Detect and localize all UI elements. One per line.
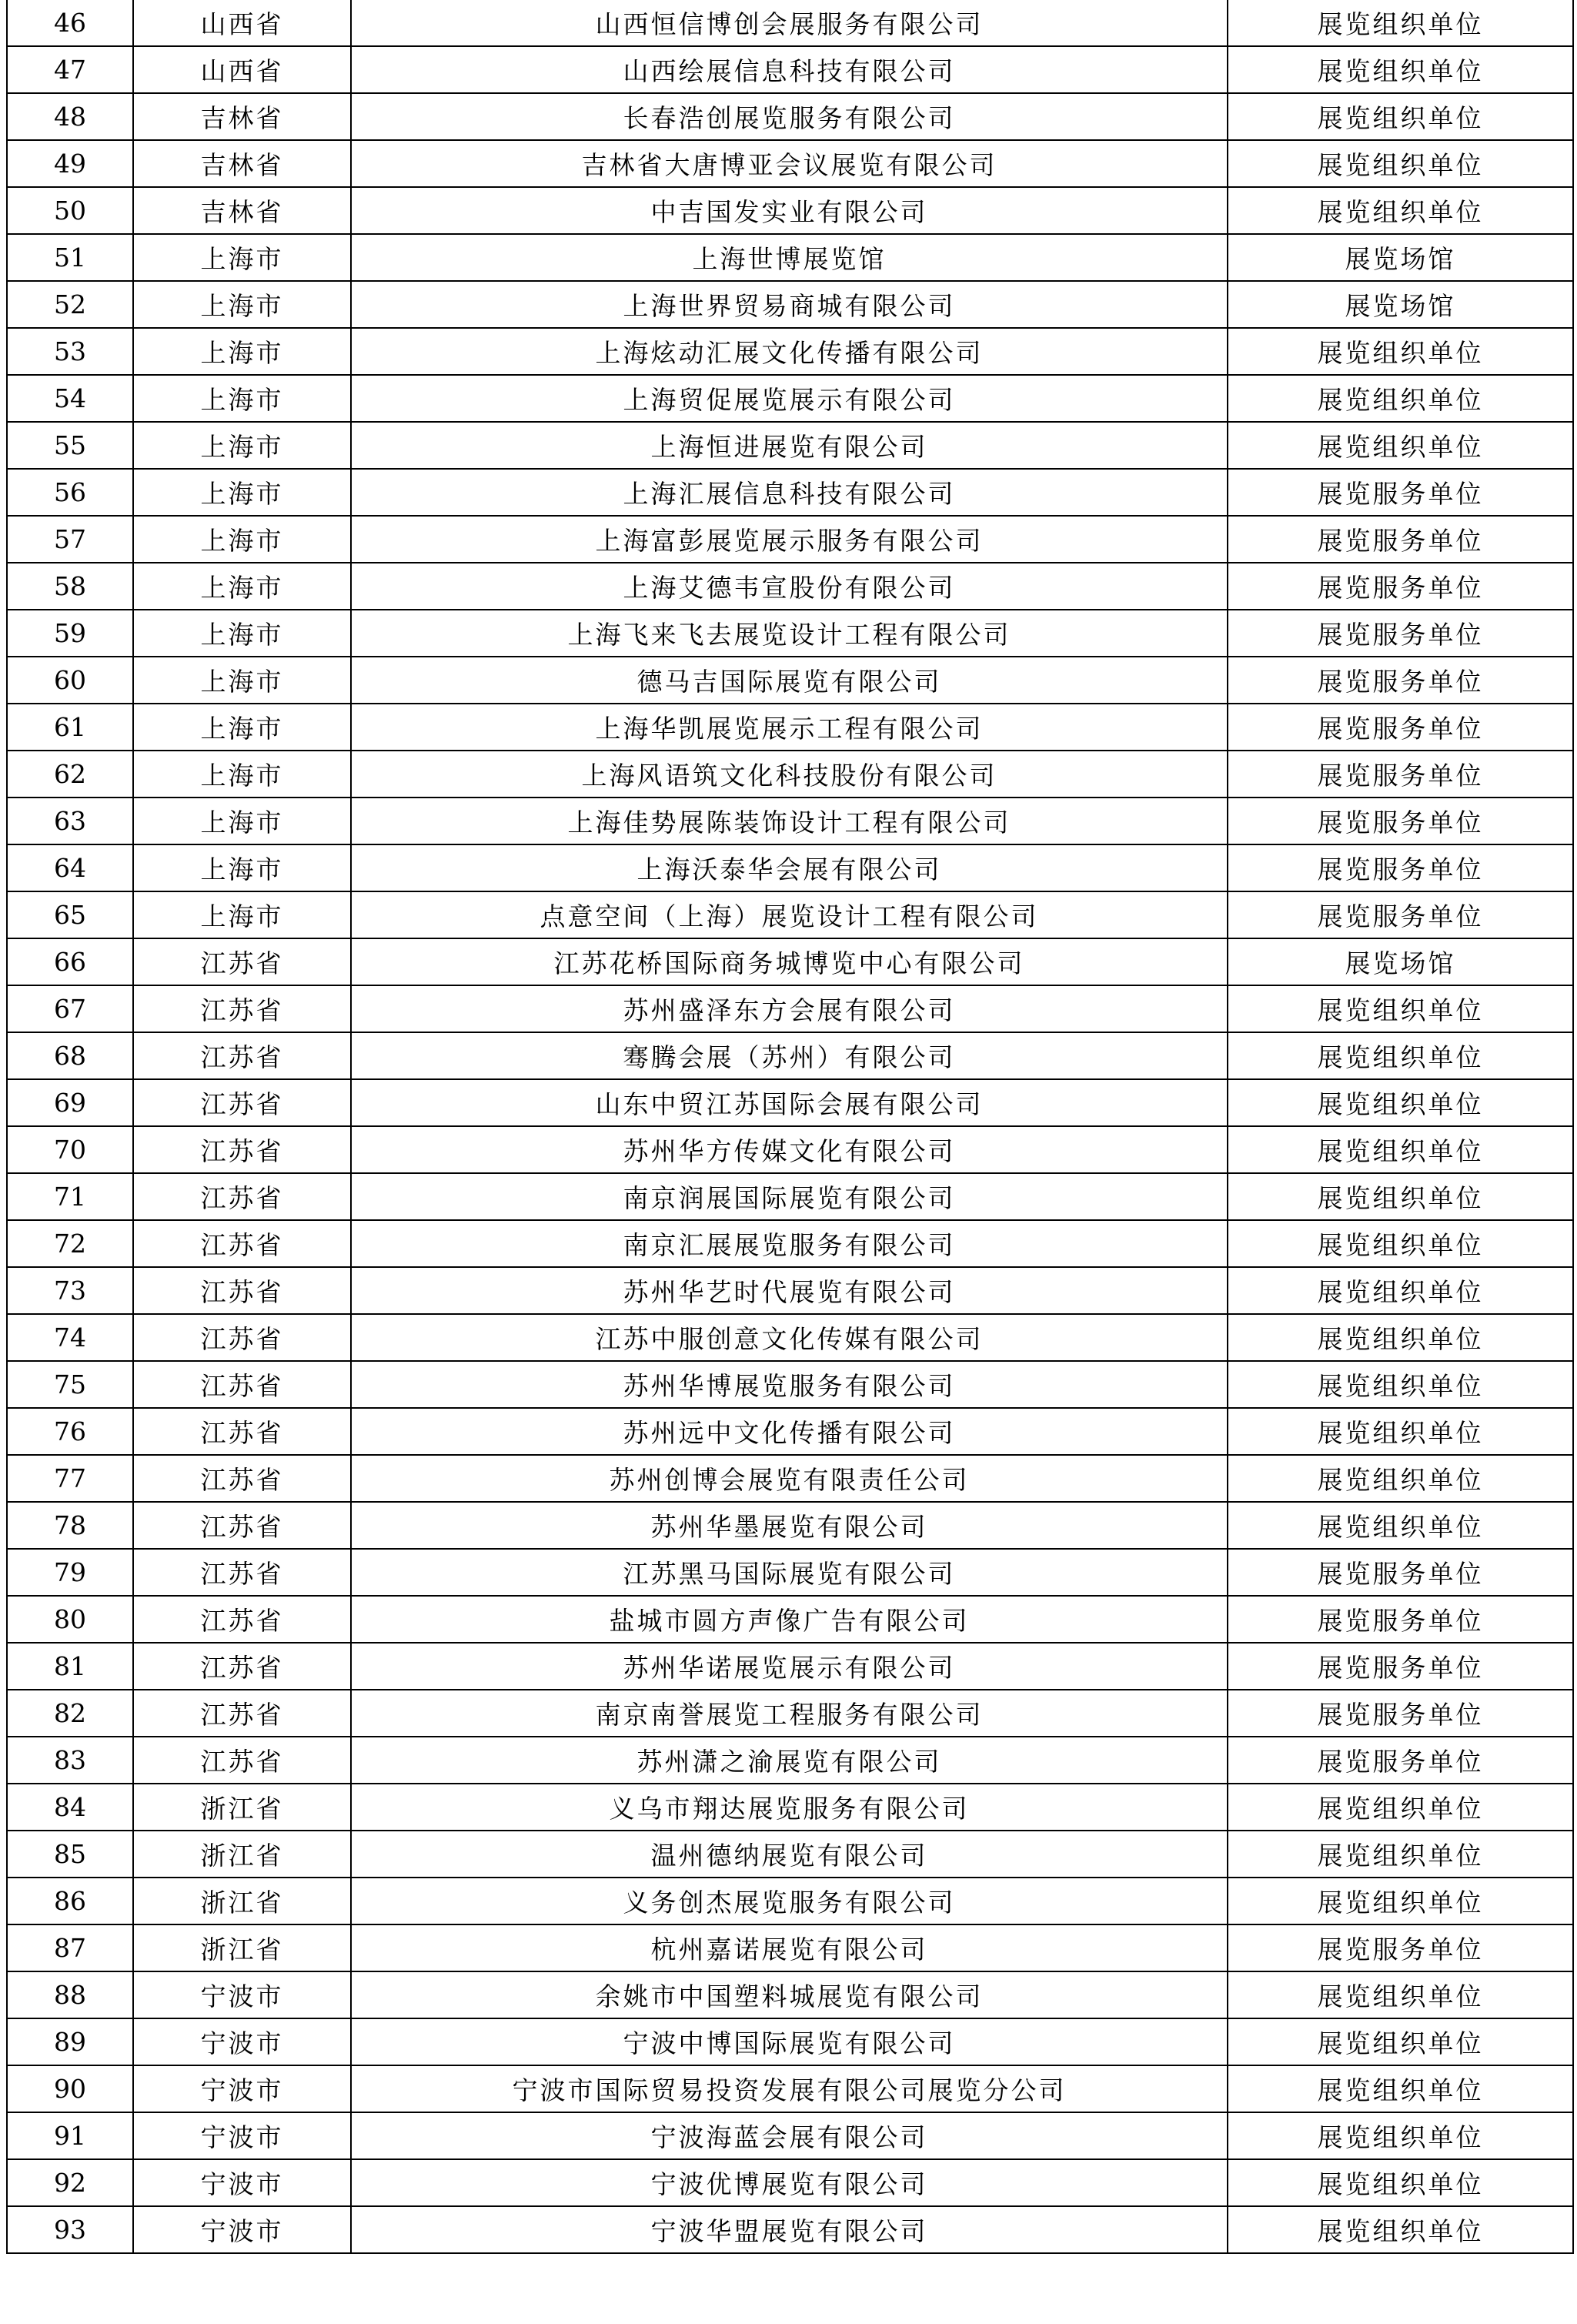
region-cell: 江苏省: [133, 1126, 351, 1173]
table-row: [7, 1549, 1573, 1596]
row-number-cell: 69: [7, 1079, 133, 1126]
unit-type-cell: 展览组织单位: [1228, 2112, 1573, 2159]
row-number-cell: 48: [7, 93, 133, 140]
unit-type-cell: 展览场馆: [1228, 938, 1573, 985]
table-row: [7, 2018, 1573, 2065]
region-cell: 江苏省: [133, 1032, 351, 1079]
region-cell: 江苏省: [133, 1408, 351, 1455]
region-cell: 江苏省: [133, 1643, 351, 1690]
unit-type-cell: 展览组织单位: [1228, 1361, 1573, 1408]
company-name-cell: 江苏黑马国际展览有限公司: [351, 1549, 1228, 1596]
row-number-cell: 82: [7, 1690, 133, 1737]
unit-type-cell: 展览服务单位: [1228, 1596, 1573, 1643]
row-number-cell: 49: [7, 140, 133, 187]
table-row: [7, 2159, 1573, 2206]
table-row: [7, 1971, 1573, 2018]
company-name-cell: 上海飞来飞去展览设计工程有限公司: [351, 610, 1228, 657]
row-number-cell: 54: [7, 375, 133, 422]
company-name-cell: 江苏中服创意文化传媒有限公司: [351, 1314, 1228, 1361]
row-number-cell: 63: [7, 798, 133, 844]
table-row: [7, 1314, 1573, 1361]
unit-type-cell: 展览组织单位: [1228, 1220, 1573, 1267]
row-number-cell: 62: [7, 751, 133, 798]
row-number-cell: 88: [7, 1971, 133, 2018]
company-name-cell: 宁波海蓝会展有限公司: [351, 2112, 1228, 2159]
row-number-cell: 86: [7, 1878, 133, 1924]
table-row: [7, 422, 1573, 469]
unit-type-cell: 展览服务单位: [1228, 844, 1573, 891]
unit-type-cell: 展览组织单位: [1228, 1502, 1573, 1549]
company-name-cell: 吉林省大唐博亚会议展览有限公司: [351, 140, 1228, 187]
table-row: [7, 1173, 1573, 1220]
region-cell: 江苏省: [133, 1220, 351, 1267]
region-cell: 江苏省: [133, 1690, 351, 1737]
company-name-cell: 苏州华诺展览展示有限公司: [351, 1643, 1228, 1690]
table-row: [7, 844, 1573, 891]
company-name-cell: 温州德纳展览有限公司: [351, 1831, 1228, 1878]
company-name-cell: 苏州华博展览服务有限公司: [351, 1361, 1228, 1408]
unit-type-cell: 展览组织单位: [1228, 1079, 1573, 1126]
table-row: [7, 375, 1573, 422]
unit-type-cell: 展览服务单位: [1228, 891, 1573, 938]
unit-type-cell: 展览组织单位: [1228, 1267, 1573, 1314]
company-name-cell: 苏州远中文化传播有限公司: [351, 1408, 1228, 1455]
region-cell: 江苏省: [133, 1737, 351, 1784]
company-name-cell: 苏州创博会展览有限责任公司: [351, 1455, 1228, 1502]
table-row: [7, 93, 1573, 140]
table-row: [7, 1831, 1573, 1878]
region-cell: 江苏省: [133, 1314, 351, 1361]
row-number-cell: 66: [7, 938, 133, 985]
company-name-cell: 宁波中博国际展览有限公司: [351, 2018, 1228, 2065]
row-number-cell: 84: [7, 1784, 133, 1831]
row-number-cell: 76: [7, 1408, 133, 1455]
unit-type-cell: 展览组织单位: [1228, 422, 1573, 469]
table-row: [7, 1267, 1573, 1314]
region-cell: 宁波市: [133, 1971, 351, 2018]
table-row: [7, 1455, 1573, 1502]
row-number-cell: 90: [7, 2065, 133, 2112]
table-row: [7, 0, 1573, 46]
row-number-cell: 46: [7, 0, 133, 46]
unit-type-cell: 展览服务单位: [1228, 1643, 1573, 1690]
unit-type-cell: 展览场馆: [1228, 281, 1573, 328]
company-name-cell: 长春浩创展览服务有限公司: [351, 93, 1228, 140]
table-row: [7, 1878, 1573, 1924]
table-row: [7, 1737, 1573, 1784]
region-cell: 江苏省: [133, 1549, 351, 1596]
unit-type-cell: 展览服务单位: [1228, 1737, 1573, 1784]
region-cell: 上海市: [133, 891, 351, 938]
company-name-cell: 山东中贸江苏国际会展有限公司: [351, 1079, 1228, 1126]
unit-type-cell: 展览组织单位: [1228, 1032, 1573, 1079]
unit-type-cell: 展览服务单位: [1228, 1924, 1573, 1971]
unit-type-cell: 展览服务单位: [1228, 563, 1573, 610]
unit-type-cell: 展览组织单位: [1228, 1831, 1573, 1878]
region-cell: 江苏省: [133, 1267, 351, 1314]
region-cell: 上海市: [133, 657, 351, 704]
row-number-cell: 77: [7, 1455, 133, 1502]
company-name-cell: 苏州盛泽东方会展有限公司: [351, 985, 1228, 1032]
table-row: [7, 1220, 1573, 1267]
table-row: [7, 1361, 1573, 1408]
region-cell: 上海市: [133, 328, 351, 375]
unit-type-cell: 展览服务单位: [1228, 798, 1573, 844]
unit-type-cell: 展览服务单位: [1228, 469, 1573, 516]
region-cell: 上海市: [133, 469, 351, 516]
company-name-cell: 德马吉国际展览有限公司: [351, 657, 1228, 704]
region-cell: 江苏省: [133, 1596, 351, 1643]
table-row: [7, 1079, 1573, 1126]
unit-type-cell: 展览组织单位: [1228, 2206, 1573, 2253]
unit-type-cell: 展览组织单位: [1228, 2065, 1573, 2112]
region-cell: 宁波市: [133, 2206, 351, 2253]
region-cell: 江苏省: [133, 1361, 351, 1408]
unit-type-cell: 展览场馆: [1228, 234, 1573, 281]
region-cell: 上海市: [133, 798, 351, 844]
row-number-cell: 61: [7, 704, 133, 751]
unit-type-cell: 展览服务单位: [1228, 1690, 1573, 1737]
unit-type-cell: 展览服务单位: [1228, 751, 1573, 798]
row-number-cell: 70: [7, 1126, 133, 1173]
region-cell: 上海市: [133, 375, 351, 422]
table-row: [7, 234, 1573, 281]
unit-type-cell: 展览组织单位: [1228, 187, 1573, 234]
row-number-cell: 67: [7, 985, 133, 1032]
row-number-cell: 73: [7, 1267, 133, 1314]
table-row: [7, 1596, 1573, 1643]
row-number-cell: 83: [7, 1737, 133, 1784]
unit-type-cell: 展览组织单位: [1228, 140, 1573, 187]
region-cell: 江苏省: [133, 985, 351, 1032]
region-cell: 宁波市: [133, 2112, 351, 2159]
row-number-cell: 91: [7, 2112, 133, 2159]
region-cell: 宁波市: [133, 2065, 351, 2112]
table-row: [7, 46, 1573, 93]
unit-type-cell: 展览组织单位: [1228, 1173, 1573, 1220]
row-number-cell: 47: [7, 46, 133, 93]
company-name-cell: 江苏花桥国际商务城博览中心有限公司: [351, 938, 1228, 985]
unit-type-cell: 展览服务单位: [1228, 516, 1573, 563]
unit-type-cell: 展览组织单位: [1228, 1784, 1573, 1831]
region-cell: 上海市: [133, 234, 351, 281]
company-name-cell: 宁波优博展览有限公司: [351, 2159, 1228, 2206]
table-row: [7, 2112, 1573, 2159]
unit-type-cell: 展览组织单位: [1228, 0, 1573, 46]
region-cell: 上海市: [133, 704, 351, 751]
row-number-cell: 59: [7, 610, 133, 657]
table-row: [7, 704, 1573, 751]
table-row: [7, 657, 1573, 704]
row-number-cell: 50: [7, 187, 133, 234]
company-name-cell: 苏州华墨展览有限公司: [351, 1502, 1228, 1549]
table-row: [7, 281, 1573, 328]
unit-type-cell: 展览组织单位: [1228, 1314, 1573, 1361]
unit-type-cell: 展览组织单位: [1228, 1878, 1573, 1924]
row-number-cell: 79: [7, 1549, 133, 1596]
region-cell: 上海市: [133, 516, 351, 563]
table-row: [7, 2206, 1573, 2253]
region-cell: 江苏省: [133, 1455, 351, 1502]
table-row: [7, 798, 1573, 844]
unit-type-cell: 展览组织单位: [1228, 93, 1573, 140]
company-name-cell: 上海富彭展览展示服务有限公司: [351, 516, 1228, 563]
row-number-cell: 89: [7, 2018, 133, 2065]
company-name-cell: 盐城市圆方声像广告有限公司: [351, 1596, 1228, 1643]
table-row: [7, 2065, 1573, 2112]
region-cell: 上海市: [133, 610, 351, 657]
row-number-cell: 55: [7, 422, 133, 469]
company-name-cell: 上海贸促展览展示有限公司: [351, 375, 1228, 422]
exhibition-unit-table: [6, 0, 1574, 2254]
row-number-cell: 51: [7, 234, 133, 281]
table-row: [7, 1408, 1573, 1455]
company-name-cell: 上海世博展览馆: [351, 234, 1228, 281]
table-row: [7, 1032, 1573, 1079]
region-cell: 山西省: [133, 0, 351, 46]
unit-type-cell: 展览组织单位: [1228, 1408, 1573, 1455]
company-name-cell: 苏州华方传媒文化有限公司: [351, 1126, 1228, 1173]
table-row: [7, 516, 1573, 563]
company-name-cell: 上海风语筑文化科技股份有限公司: [351, 751, 1228, 798]
region-cell: 宁波市: [133, 2018, 351, 2065]
company-name-cell: 南京润展国际展览有限公司: [351, 1173, 1228, 1220]
row-number-cell: 71: [7, 1173, 133, 1220]
company-name-cell: 中吉国发实业有限公司: [351, 187, 1228, 234]
row-number-cell: 56: [7, 469, 133, 516]
company-name-cell: 苏州潇之渝展览有限公司: [351, 1737, 1228, 1784]
company-name-cell: 南京南誉展览工程服务有限公司: [351, 1690, 1228, 1737]
company-name-cell: 余姚市中国塑料城展览有限公司: [351, 1971, 1228, 2018]
row-number-cell: 65: [7, 891, 133, 938]
region-cell: 上海市: [133, 751, 351, 798]
row-number-cell: 93: [7, 2206, 133, 2253]
unit-type-cell: 展览组织单位: [1228, 2018, 1573, 2065]
unit-type-cell: 展览服务单位: [1228, 610, 1573, 657]
table-row: [7, 1502, 1573, 1549]
company-name-cell: 山西绘展信息科技有限公司: [351, 46, 1228, 93]
company-name-cell: 苏州华艺时代展览有限公司: [351, 1267, 1228, 1314]
table-row: [7, 985, 1573, 1032]
region-cell: 浙江省: [133, 1924, 351, 1971]
table-row: [7, 1643, 1573, 1690]
row-number-cell: 72: [7, 1220, 133, 1267]
company-name-cell: 上海炫动汇展文化传播有限公司: [351, 328, 1228, 375]
table-row: [7, 610, 1573, 657]
table-row: [7, 140, 1573, 187]
unit-type-cell: 展览组织单位: [1228, 1971, 1573, 2018]
row-number-cell: 52: [7, 281, 133, 328]
company-name-cell: 骞腾会展（苏州）有限公司: [351, 1032, 1228, 1079]
company-name-cell: 山西恒信博创会展服务有限公司: [351, 0, 1228, 46]
row-number-cell: 75: [7, 1361, 133, 1408]
company-name-cell: 宁波市国际贸易投资发展有限公司展览分公司: [351, 2065, 1228, 2112]
unit-type-cell: 展览组织单位: [1228, 375, 1573, 422]
company-name-cell: 上海恒进展览有限公司: [351, 422, 1228, 469]
row-number-cell: 87: [7, 1924, 133, 1971]
row-number-cell: 68: [7, 1032, 133, 1079]
region-cell: 吉林省: [133, 93, 351, 140]
table-row: [7, 1690, 1573, 1737]
company-name-cell: 南京汇展展览服务有限公司: [351, 1220, 1228, 1267]
company-name-cell: 义乌市翔达展览服务有限公司: [351, 1784, 1228, 1831]
company-name-cell: 点意空间（上海）展览设计工程有限公司: [351, 891, 1228, 938]
company-name-cell: 上海艾德韦宣股份有限公司: [351, 563, 1228, 610]
region-cell: 浙江省: [133, 1831, 351, 1878]
unit-type-cell: 展览组织单位: [1228, 985, 1573, 1032]
company-name-cell: 上海华凯展览展示工程有限公司: [351, 704, 1228, 751]
unit-type-cell: 展览组织单位: [1228, 46, 1573, 93]
unit-type-cell: 展览服务单位: [1228, 1549, 1573, 1596]
region-cell: 江苏省: [133, 1173, 351, 1220]
company-name-cell: 杭州嘉诺展览有限公司: [351, 1924, 1228, 1971]
unit-type-cell: 展览组织单位: [1228, 1126, 1573, 1173]
region-cell: 山西省: [133, 46, 351, 93]
table-row: [7, 469, 1573, 516]
unit-type-cell: 展览组织单位: [1228, 328, 1573, 375]
unit-type-cell: 展览服务单位: [1228, 657, 1573, 704]
row-number-cell: 85: [7, 1831, 133, 1878]
region-cell: 浙江省: [133, 1784, 351, 1831]
region-cell: 吉林省: [133, 187, 351, 234]
row-number-cell: 64: [7, 844, 133, 891]
region-cell: 吉林省: [133, 140, 351, 187]
company-name-cell: 宁波华盟展览有限公司: [351, 2206, 1228, 2253]
company-name-cell: 上海汇展信息科技有限公司: [351, 469, 1228, 516]
region-cell: 浙江省: [133, 1878, 351, 1924]
row-number-cell: 92: [7, 2159, 133, 2206]
table-row: [7, 563, 1573, 610]
row-number-cell: 60: [7, 657, 133, 704]
table-body: [7, 0, 1573, 2253]
table-row: [7, 187, 1573, 234]
region-cell: 上海市: [133, 281, 351, 328]
company-name-cell: 上海沃泰华会展有限公司: [351, 844, 1228, 891]
table-row: [7, 1784, 1573, 1831]
region-cell: 上海市: [133, 563, 351, 610]
table-row: [7, 328, 1573, 375]
company-name-cell: 上海世界贸易商城有限公司: [351, 281, 1228, 328]
region-cell: 上海市: [133, 844, 351, 891]
row-number-cell: 78: [7, 1502, 133, 1549]
row-number-cell: 58: [7, 563, 133, 610]
table-row: [7, 1126, 1573, 1173]
company-name-cell: 上海佳势展陈装饰设计工程有限公司: [351, 798, 1228, 844]
region-cell: 江苏省: [133, 938, 351, 985]
unit-type-cell: 展览组织单位: [1228, 1455, 1573, 1502]
table-row: [7, 938, 1573, 985]
region-cell: 宁波市: [133, 2159, 351, 2206]
table-row: [7, 751, 1573, 798]
unit-type-cell: 展览组织单位: [1228, 2159, 1573, 2206]
table-row: [7, 891, 1573, 938]
row-number-cell: 74: [7, 1314, 133, 1361]
row-number-cell: 80: [7, 1596, 133, 1643]
table-row: [7, 1924, 1573, 1971]
row-number-cell: 81: [7, 1643, 133, 1690]
region-cell: 江苏省: [133, 1079, 351, 1126]
region-cell: 江苏省: [133, 1502, 351, 1549]
row-number-cell: 53: [7, 328, 133, 375]
row-number-cell: 57: [7, 516, 133, 563]
unit-type-cell: 展览服务单位: [1228, 704, 1573, 751]
region-cell: 上海市: [133, 422, 351, 469]
company-name-cell: 义务创杰展览服务有限公司: [351, 1878, 1228, 1924]
